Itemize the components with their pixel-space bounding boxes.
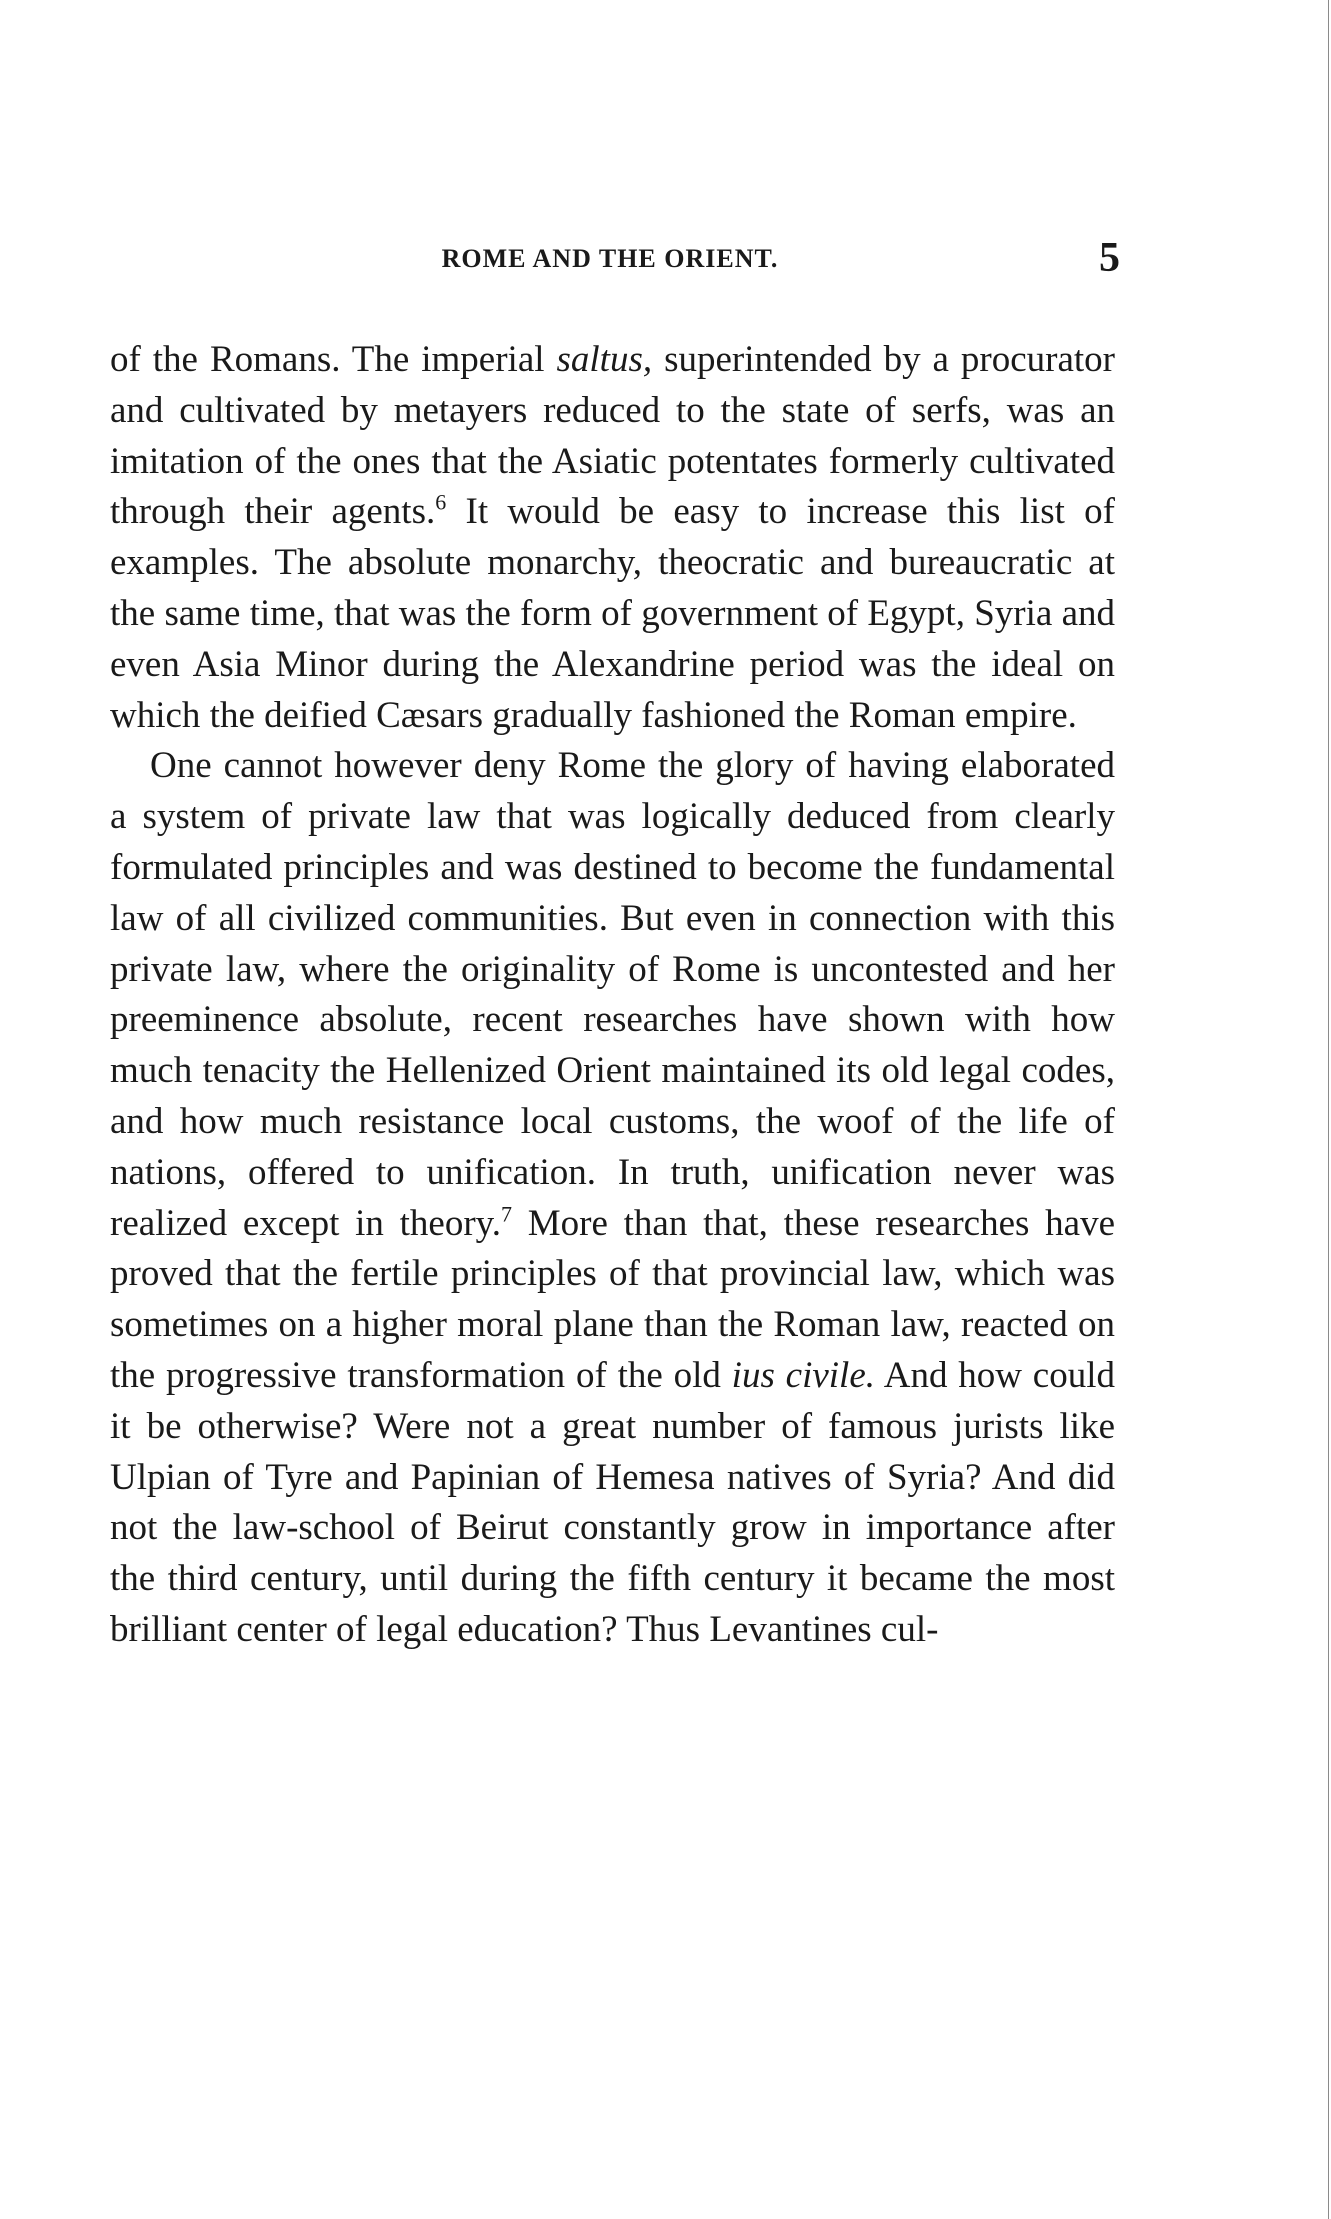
footnote-ref: 7 [501,1201,513,1227]
running-head: ROME AND THE ORIENT. [441,244,779,273]
body-text [110,335,1115,1656]
page-edge-line [1328,0,1329,2219]
text-run: It would be easy to increase this list of examples. The absolute monarchy, theocratic and bureaucratic at the same time, that was the form of government of Egypt, Syria and even Asia Minor during the Alexandrine period was the ideal on which the deified Cæsars gradually fashioned the Roman empire. [110,491,1115,736]
text-run: superintended by a procurator and cultivated by metayers reduced to the state of serfs, was an imitation of the ones that the Asiatic potentates formerly cultivated through their agents. [110,339,1116,533]
italic-term: saltus, [556,339,653,380]
page-number: 5 [1099,235,1120,281]
text-run: More than that, these researches have proved that the fertile principles of that provincial law, which was sometimes on a higher moral plane than the Roman law, reacted on the progressive transformation of the old [110,1202,1115,1396]
footnote-ref: 6 [435,490,447,516]
paragraph-2 [110,741,1115,1655]
text-run: One cannot however deny Rome the glory of having elaborated a system of private law that was logically deduced from clearly formulated principles and was destined to become the fundamental law of all civilized communities. But even in connection with this private law, where the originality of Rome is uncontested and her preeminence absolute, recent researches have shown with how much tenacity the Hellenized Orient maintained its old legal codes, and how much resistance local customs, the woof of the life of nations, offered to unification. In truth, unification never was realized except in theory. [110,745,1115,1244]
italic-term: ius civile. [731,1354,876,1396]
text-run: of the Romans. The imperial [110,339,557,380]
page-header [110,235,1120,281]
text-run: And how could it be otherwise? Were not a great number of famous jurists like Ulpian of Tyre and Papinian of Hemesa natives of Syria? And did not the law-school of Beirut constantly grow in importance after the third century, until during the fifth century it became the most brilliant center of legal education? Thus Levantines cul- [110,1354,1115,1650]
paragraph-1 [110,335,1115,741]
